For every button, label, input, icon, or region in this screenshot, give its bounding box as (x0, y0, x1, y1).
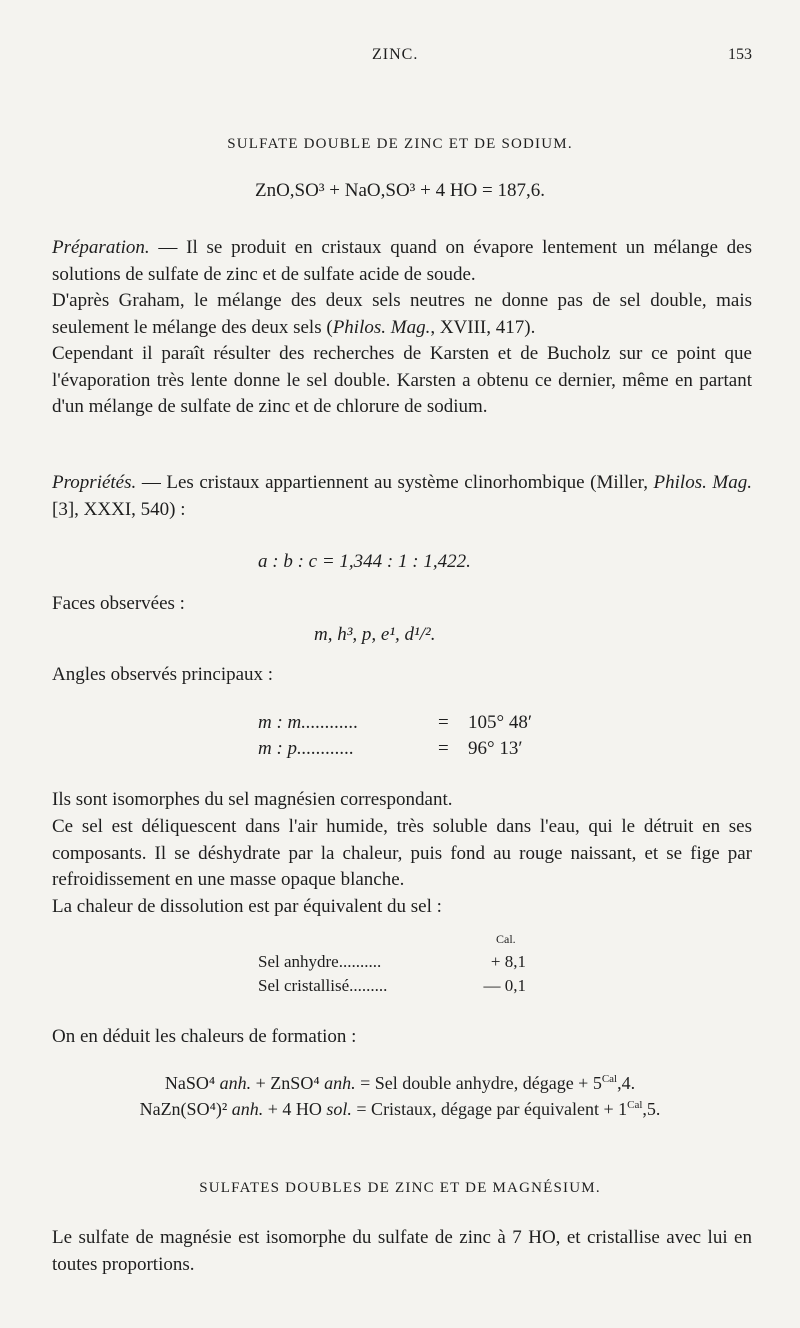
reaction-line-1 (0, 1073, 800, 1094)
proprietes-text-a: — Les cristaux appartiennent au système clinorhombique (Miller, (136, 472, 654, 493)
reaction2-part: + 4 HO (263, 1099, 327, 1119)
dissolution-row (258, 952, 538, 976)
paragraph-graham (52, 288, 752, 341)
paragraph-formation (52, 1024, 752, 1051)
reaction1-part: = Sel double anhydre, dégage + 5 (355, 1073, 602, 1093)
magnesium-text: Le sulfate de magnésie est isomorphe du sulfate de zinc à 7 HO, et cristallise avec lui en toutes proportions. (52, 1227, 752, 1275)
paragraph-isomorph (52, 787, 752, 814)
running-header (0, 46, 800, 70)
paragraph-proprietes (52, 470, 752, 523)
faces-label: Faces observées : (52, 593, 185, 614)
equals-sign: = (438, 712, 449, 733)
angle-row (258, 738, 558, 764)
proprietes-label: Propriétés. (52, 472, 137, 493)
proprietes-ref: Philos. Mag. (653, 472, 752, 493)
reaction-line-2 (0, 1099, 800, 1120)
dissolution-row-value: + 8,1 (490, 952, 526, 971)
angles-label: Angles observés principaux : (52, 664, 274, 685)
preparation-text: — Il se produit en cristaux quand on évapore lentement un mélange des solutions de sulfate de zinc et de sulfate acide de soude. (52, 237, 752, 285)
reaction2-anh: anh. (231, 1099, 264, 1119)
dissolution-unit: Cal. (496, 932, 516, 946)
angle-value: 96° 13′ (468, 738, 523, 759)
isomorph-text: Ils sont isomorphes du sel magnésien correspondant. (52, 789, 453, 810)
angle-label: m : m............ (258, 712, 359, 733)
paragraph-magnesium (52, 1225, 752, 1278)
deliquescent-text: Ce sel est déliquescent dans l'air humide, très soluble dans l'eau, qui le détruit en ses composants. Il se déshydrate par la chaleur, puis fond au rouge naissant, et se fige par refroidissement en une masse opaque blanche. (52, 816, 752, 890)
equals-sign: = (438, 738, 449, 759)
reaction1-unit: Cal (601, 1073, 618, 1085)
reaction1-anh: anh. (219, 1073, 252, 1093)
reaction2-part: ,5. (642, 1099, 661, 1119)
reaction2-part: = Cristaux, dégage par équivalent + 1 (351, 1099, 628, 1119)
page-number: 153 (728, 46, 752, 63)
reaction1-part: NaSO⁴ (164, 1073, 220, 1093)
reaction1-part: ,4. (617, 1073, 636, 1093)
reaction1-part: + ZnSO⁴ (251, 1073, 325, 1093)
reaction1-anh: anh. (324, 1073, 356, 1093)
section-title-magnesium: SULFATES DOUBLES DE ZINC ET DE MAGNÉSIUM. (199, 1180, 601, 1196)
karsten-text: Cependant il paraît résulter des recherches de Karsten et de Bucholz sur ce point que l'évaporation très lente donne le sel double. Karsten a obtenu ce dernier, même en partant d'un mélange de sulfate de zinc et de chlorure de sodium. (52, 343, 752, 417)
angle-row (258, 712, 558, 738)
reaction2-unit: Cal (627, 1099, 643, 1111)
running-title: ZINC. (372, 46, 419, 63)
dissolution-text: La chaleur de dissolution est par équivalent du sel : (52, 896, 442, 917)
paragraph-deliquescent (52, 814, 752, 894)
dissolution-row-value: — 0,1 (483, 976, 526, 995)
formula-main: ZnO,SO³ + NaO,SO³ + 4 HO = 187,6. (254, 180, 545, 201)
preparation-label: Préparation. (52, 237, 150, 258)
angle-label: m : p............ (258, 738, 355, 759)
faces-values: m, h³, p, e¹, d¹/². (314, 624, 436, 645)
reaction2-part: NaZn(SO⁴)² (139, 1099, 232, 1119)
reaction2-sol: sol. (326, 1099, 352, 1119)
graham-ref: Philos. Mag. (332, 316, 431, 338)
axes-ratio: a : b : c = 1,344 : 1 : 1,422. (258, 551, 471, 572)
graham-text-b: , XVIII, 417). (430, 316, 536, 338)
formation-text: On en déduit les chaleurs de formation : (52, 1026, 357, 1047)
paragraph-karsten (52, 341, 752, 421)
section-title-sodium: SULFATE DOUBLE DE ZINC ET DE SODIUM. (227, 136, 573, 152)
dissolution-row-label: Sel cristallisé......... (258, 976, 388, 995)
graham-text-a: D'après Graham, le mélange des deux sels neutres ne donne pas de sel double, mais seulement le mélange des deux sels ( (52, 290, 752, 338)
angles-table (258, 712, 558, 764)
dissolution-row-label: Sel anhydre.......... (258, 952, 382, 971)
paragraph-dissolution (52, 894, 752, 921)
angle-value: 105° 48′ (468, 712, 533, 733)
paragraph-preparation (52, 235, 752, 288)
dissolution-row (258, 976, 538, 1000)
proprietes-text-b: [3], XXXI, 540) : (52, 498, 186, 520)
